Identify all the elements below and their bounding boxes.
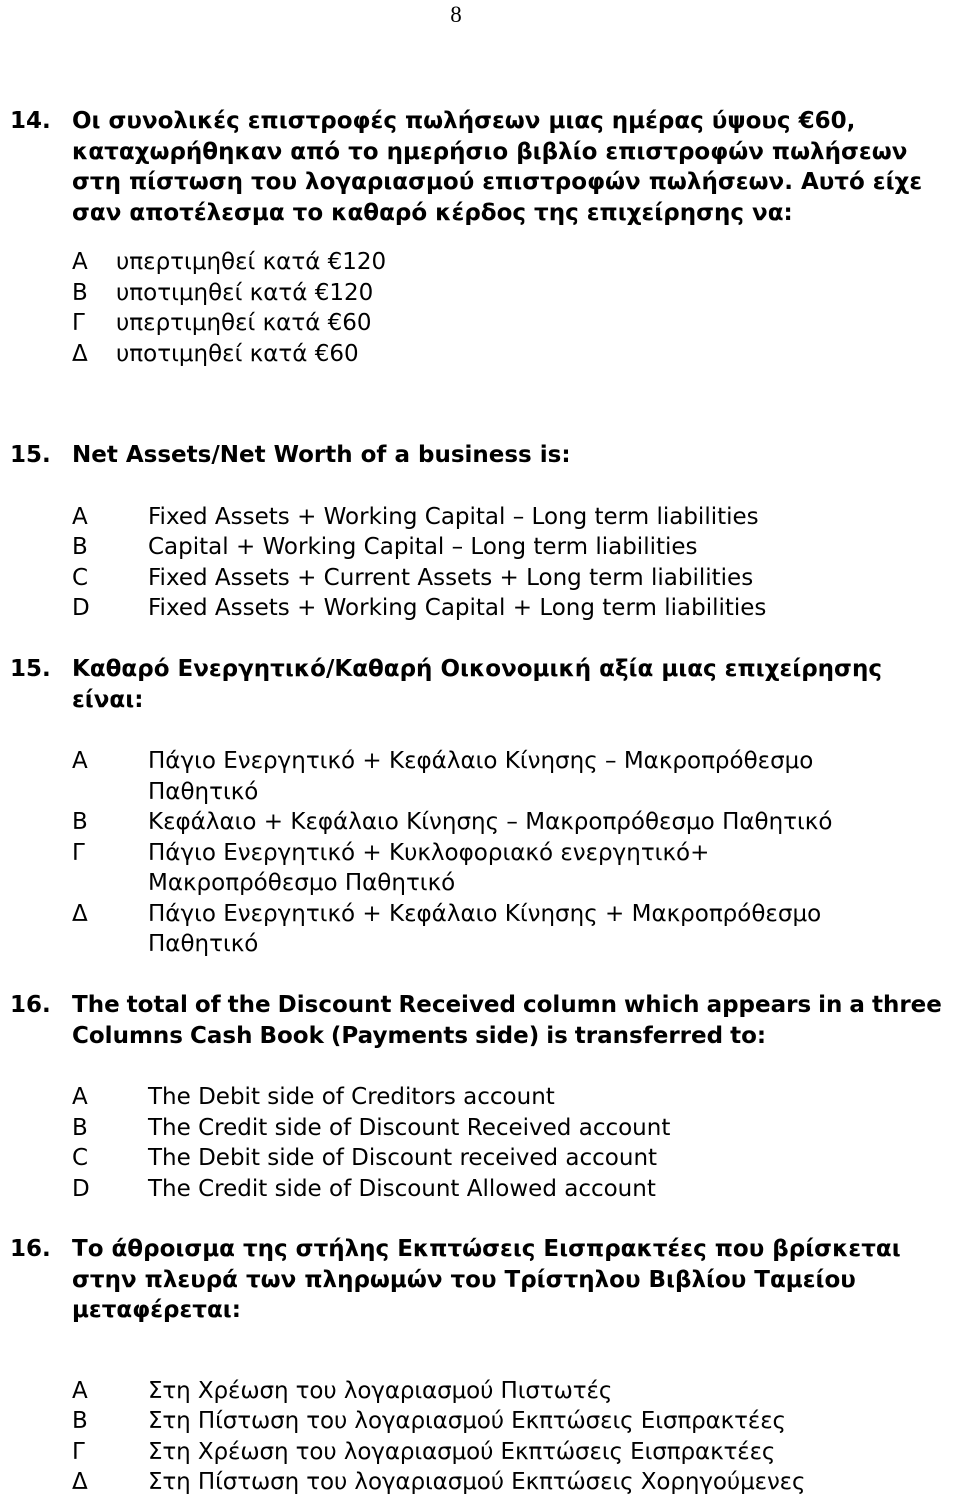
option-text: Capital + Working Capital – Long term liabilities bbox=[148, 534, 698, 560]
option-letter: Α bbox=[72, 1377, 88, 1404]
option-c[interactable] bbox=[10, 838, 960, 899]
option-letter: D bbox=[72, 595, 90, 621]
option-letter: C bbox=[72, 564, 89, 591]
option-text: Στη Πίστωση του λογαριασμού Εκπτώσεις Εισπρακτέες bbox=[148, 1408, 786, 1434]
question-text: Net Assets/Net Worth of a business is: bbox=[72, 442, 571, 468]
option-text: υπερτιμηθεί κατά €60 bbox=[116, 310, 372, 336]
question-heading bbox=[10, 990, 960, 1051]
option-letter: Γ bbox=[72, 839, 85, 866]
option-text: Fixed Assets + Current Assets + Long term liabilities bbox=[148, 564, 754, 591]
question-15-en bbox=[10, 440, 960, 624]
option-a[interactable] bbox=[10, 1082, 960, 1113]
option-text: Στη Πίστωση του λογαριασμού Εκπτώσεις Χορηγούμενες bbox=[148, 1469, 806, 1495]
option-b[interactable] bbox=[10, 807, 960, 838]
question-16-en bbox=[10, 990, 960, 1204]
option-text: The Credit side of Discount Received account bbox=[148, 1114, 671, 1141]
option-text: The Debit side of Discount received account bbox=[148, 1145, 658, 1171]
question-number: 16. bbox=[10, 1236, 51, 1262]
option-a[interactable] bbox=[10, 746, 960, 807]
question-number: 15. bbox=[10, 656, 51, 682]
question-number: 16. bbox=[10, 992, 51, 1018]
option-letter: B bbox=[72, 1114, 88, 1141]
option-text: Πάγιο Ενεργητικό + Κεφάλαιο Κίνησης + Μακροπρόθεσμο Παθητικό bbox=[148, 900, 822, 957]
option-letter: Δ bbox=[72, 340, 88, 367]
option-a[interactable] bbox=[10, 1376, 960, 1407]
question-heading bbox=[10, 654, 960, 715]
question-text: The total of the Discount Received column which appears in a three Columns Cash Book (Payments side) is transferred to: bbox=[72, 992, 956, 1049]
question-heading bbox=[10, 440, 960, 471]
option-c[interactable] bbox=[10, 563, 960, 594]
question-15-el bbox=[10, 654, 960, 960]
question-text: Το άθροισμα της στήλης Εκπτώσεις Εισπρακτέες που βρίσκεται στην πλευρά των πληρωμών του Τρίστηλου Βιβλίου Ταμείου μεταφέρεται: bbox=[72, 1236, 901, 1323]
answer-options bbox=[10, 1082, 960, 1204]
option-d[interactable] bbox=[10, 1174, 960, 1205]
option-letter: Δ bbox=[72, 900, 88, 927]
option-letter: Γ bbox=[72, 310, 85, 336]
option-text: Πάγιο Ενεργητικό + Κεφάλαιο Κίνησης – Μακροπρόθεσμο Παθητικό bbox=[148, 748, 814, 805]
option-b[interactable] bbox=[10, 532, 960, 563]
option-letter: D bbox=[72, 1175, 90, 1202]
option-d[interactable] bbox=[10, 899, 960, 960]
option-letter: C bbox=[72, 1145, 89, 1171]
answer-options bbox=[10, 746, 960, 960]
option-text: The Debit side of Creditors account bbox=[148, 1084, 555, 1110]
question-heading bbox=[10, 106, 960, 228]
option-text: υποτιμηθεί κατά €60 bbox=[116, 340, 359, 367]
option-b[interactable] bbox=[10, 1113, 960, 1144]
option-c[interactable] bbox=[10, 1143, 960, 1174]
option-b[interactable] bbox=[10, 1406, 960, 1437]
question-heading bbox=[10, 1234, 960, 1326]
option-text: Στη Χρέωση του λογαριασμού Πιστωτές bbox=[148, 1377, 613, 1404]
option-text: Κεφάλαιο + Κεφάλαιο Κίνησης – Μακροπρόθεσμο Παθητικό bbox=[148, 809, 833, 835]
option-letter: Γ bbox=[72, 1438, 85, 1465]
option-letter: Α bbox=[72, 249, 88, 275]
answer-options bbox=[10, 1376, 960, 1498]
answer-options bbox=[10, 502, 960, 624]
option-a[interactable] bbox=[10, 247, 960, 278]
option-text: υποτιμηθεί κατά €120 bbox=[116, 279, 374, 306]
option-d[interactable] bbox=[10, 1467, 960, 1498]
option-letter: A bbox=[72, 1084, 88, 1110]
option-b[interactable] bbox=[10, 278, 960, 309]
option-letter: A bbox=[72, 503, 88, 530]
option-letter: Β bbox=[72, 1408, 88, 1434]
page-number: 8 bbox=[450, 2, 462, 27]
option-d[interactable] bbox=[10, 339, 960, 370]
question-text: Οι συνολικές επιστροφές πωλήσεων μιας ημέρας ύψους €60, καταχωρήθηκαν από το ημερήσιο βιβλίο επιστροφών πωλήσεων στη πίστωση του λογαριασμού επιστροφών πωλήσεων. Αυτό είχε σαν αποτέλεσμα το καθαρό κέρδος της επιχείρησης να: bbox=[72, 108, 923, 226]
option-letter: Δ bbox=[72, 1469, 88, 1495]
question-14-el bbox=[10, 106, 960, 369]
option-letter: Β bbox=[72, 809, 88, 835]
option-text: Fixed Assets + Working Capital + Long term liabilities bbox=[148, 595, 767, 621]
answer-options bbox=[10, 247, 960, 369]
option-letter: Α bbox=[72, 748, 88, 774]
option-text: Fixed Assets + Working Capital – Long term liabilities bbox=[148, 503, 759, 530]
question-number: 15. bbox=[10, 442, 51, 468]
option-text: Στη Χρέωση του λογαριασμού Εκπτώσεις Εισπρακτέες bbox=[148, 1438, 776, 1465]
option-a[interactable] bbox=[10, 502, 960, 533]
question-text: Καθαρό Ενεργητικό/Καθαρή Οικονομική αξία μιας επιχείρησης είναι: bbox=[72, 656, 882, 713]
option-letter: B bbox=[72, 534, 88, 560]
option-letter: Β bbox=[72, 279, 88, 306]
option-text: Πάγιο Ενεργητικό + Κυκλοφοριακό ενεργητικό+ Μακροπρόθεσμο Παθητικό bbox=[148, 839, 710, 896]
option-d[interactable] bbox=[10, 593, 960, 624]
question-number: 14. bbox=[10, 108, 51, 134]
option-c[interactable] bbox=[10, 1437, 960, 1468]
question-16-el bbox=[10, 1234, 960, 1498]
option-text: The Credit side of Discount Allowed account bbox=[148, 1175, 656, 1202]
option-c[interactable] bbox=[10, 308, 960, 339]
option-text: υπερτιμηθεί κατά €120 bbox=[116, 249, 387, 275]
